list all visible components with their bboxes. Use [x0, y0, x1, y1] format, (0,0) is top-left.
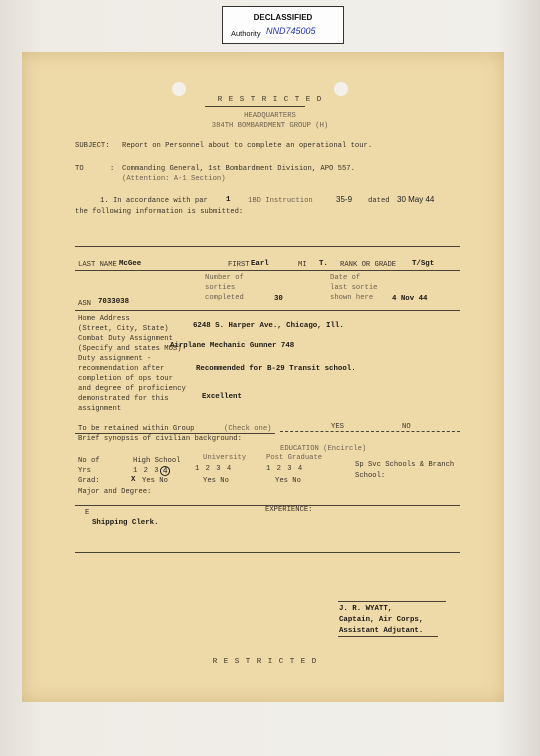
org-line1: HEADQUARTERS — [244, 112, 296, 120]
subject-text: Report on Personnel about to complete an operational tour. — [122, 142, 373, 150]
sorties-label-3: completed — [205, 294, 244, 302]
post-grad-years: 1 2 3 4 — [266, 465, 304, 473]
rank-label: RANK OR GRADE — [340, 261, 397, 269]
post-grad-label: Post Graduate — [266, 454, 323, 462]
para1-par-number: 1 — [226, 196, 231, 204]
sorties-value: 30 — [274, 295, 283, 303]
rule-asn — [75, 310, 460, 311]
edu-no-of: No of — [78, 457, 100, 465]
subject-label: SUBJECT: — [75, 142, 110, 150]
hs-check-x: X — [131, 476, 136, 484]
rule-retained — [75, 433, 275, 434]
stamp-authority-value: NND745005 — [266, 26, 316, 36]
first-name-value: Earl — [251, 260, 269, 268]
to-line1: Commanding General, 1st Bombardment Division, APO 557. — [122, 165, 355, 173]
combat-label-2: (Specify and states MOS) — [78, 345, 182, 353]
edu-grad: Grad: — [78, 477, 100, 485]
signature-name: J. R. WYATT, — [339, 605, 393, 613]
retained-label: To be retained within Group — [78, 425, 195, 433]
hs-years: 1 2 3 — [133, 467, 160, 475]
proficiency-label-3: assignment — [78, 405, 122, 413]
univ-yes-no: Yes No — [203, 477, 229, 485]
last-sortie-label-1: Date of — [330, 274, 361, 282]
rule-name — [75, 270, 460, 271]
signature-title-1: Captain, Air Corps, — [339, 616, 424, 624]
first-name-label: FIRST — [228, 261, 250, 269]
asn-value: 7033038 — [98, 298, 130, 306]
stamp-title: DECLASSIFIED — [253, 13, 313, 22]
to-line2: (Attention: A-1 Section) — [122, 175, 226, 183]
education-header: EDUCATION (Encircle) — [280, 445, 367, 453]
classification-top: R E S T R I C T E D — [217, 96, 323, 104]
signature-line — [338, 601, 446, 602]
last-sortie-value: 4 Nov 44 — [392, 295, 428, 303]
proficiency-value: Excellent — [202, 393, 242, 401]
experience-value: Shipping Clerk. — [92, 519, 159, 527]
last-sortie-label-2: last sortie — [330, 284, 378, 292]
para1-text-b: 1BD Instruction — [248, 197, 313, 205]
duty-assignment-value: Recommended for B-29 Transit school. — [196, 365, 356, 373]
mi-value: T. — [319, 260, 328, 268]
hs-yes-no: Yes No — [142, 477, 168, 485]
sorties-label-1: Number of — [205, 274, 244, 282]
last-sortie-label-3: shown here — [330, 294, 374, 302]
home-address-value: 6248 S. Harper Ave., Chicago, Ill. — [193, 322, 344, 330]
punch-hole-left — [172, 82, 186, 96]
rank-value: T/Sgt — [412, 260, 435, 268]
hs-label: High School — [133, 457, 181, 465]
para1-text-c: dated — [368, 197, 390, 205]
para1-date: 30 May 44 — [397, 195, 435, 204]
home-label-2: (Street, City, State) — [78, 325, 169, 333]
edu-yrs: Yrs — [78, 467, 91, 475]
retained-yes: YES — [331, 423, 344, 431]
home-label-1: Home Address — [78, 315, 130, 323]
to-label: TO — [75, 165, 84, 173]
sp-svc-school: School: — [355, 472, 386, 480]
mi-label: MI — [298, 261, 307, 269]
para1-instruction-number: 35-9 — [336, 195, 353, 204]
duty-label-3: completion of ops tour — [78, 375, 173, 383]
univ-years: 1 2 3 4 — [195, 465, 233, 473]
punch-hole-right — [334, 82, 348, 96]
univ-label: University — [203, 454, 247, 462]
sorties-label-2: sorties — [205, 284, 236, 292]
declassified-stamp — [222, 6, 344, 44]
stamp-authority-label: Authority — [231, 29, 261, 38]
retained-dash-line — [280, 431, 460, 432]
proficiency-label-1: and degree of proficiency — [78, 385, 186, 393]
proficiency-label-2: demonstrated for this — [78, 395, 169, 403]
signature-title-2: Assistant Adjutant. — [339, 627, 424, 635]
rule-bottom — [75, 552, 460, 553]
rule-top — [75, 246, 460, 247]
sp-svc-label: Sp Svc Schools & Branch — [355, 461, 455, 469]
signature-underline — [338, 636, 438, 637]
civilian-label: Brief synopsis of civilian background: — [78, 435, 242, 443]
hs-year-circled: 4 — [160, 466, 170, 476]
org-line2: 384TH BOMBARDMENT GROUP (H) — [211, 122, 329, 130]
combat-duty-value: Airplane Mechanic Gunner 748 — [170, 342, 295, 350]
last-name-label: LAST NAME — [78, 261, 117, 269]
para1-text-a: 1. In accordance with par — [100, 197, 208, 205]
duty-label-2: recommendation after — [78, 365, 165, 373]
duty-label-1: Duty assignment - — [78, 355, 152, 363]
edu-major: Major and Degree: — [78, 488, 152, 496]
retained-check-hint: (Check one) — [224, 425, 272, 433]
classification-bottom: R E S T R I C T E D — [212, 658, 318, 666]
experience-e: E — [85, 509, 90, 517]
para1-line2: the following information is submitted: — [75, 208, 244, 216]
experience-label: EXPERIENCE: — [265, 506, 313, 514]
asn-label: ASN — [78, 300, 91, 308]
combat-label-1: Combat Duty Assignment — [78, 335, 173, 343]
retained-no: NO — [402, 423, 411, 431]
last-name-value: McGee — [119, 260, 142, 268]
post-grad-yes-no: Yes No — [275, 477, 301, 485]
to-colon: : — [110, 165, 115, 173]
classification-underline — [205, 106, 305, 107]
